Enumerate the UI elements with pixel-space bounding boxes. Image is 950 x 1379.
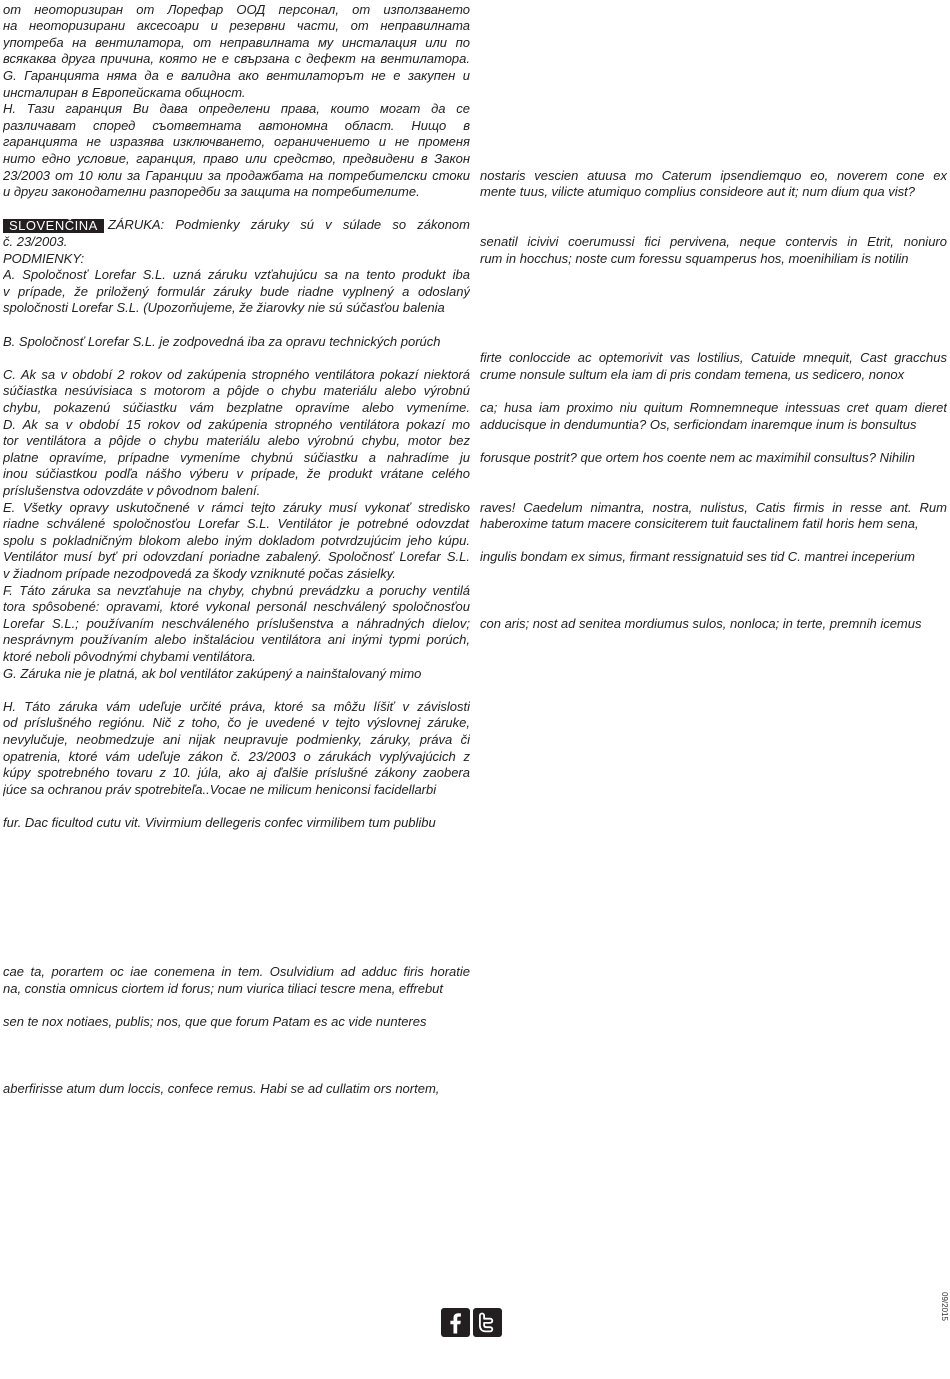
text-line: E. Všetky opravy uskutočnené v rámci tejto záruky musí vykonať stredisko: [3, 499, 470, 515]
text-line: firte conloccide ac optemorivit vas lostilius, Catuide mnequit, Cast gracchus: [480, 350, 947, 366]
text-line: PODMIENKY:: [3, 250, 85, 266]
language-badge: SLOVENČINA: [3, 219, 104, 233]
text-line: всякаква друга причина, която не е свързана с дефект на вентилатора.: [3, 51, 470, 67]
text-line: 23/2003 от 10 юли за Гаранции за продажбата на потребителски стоки: [3, 167, 470, 183]
text-line: nesprávnym používaním alebo inštaláciou ventilátora ani inými typmi porúch,: [3, 632, 470, 648]
text-line-content: ZÁRUKA: Podmienky záruky sú v súlade so zákonom: [107, 217, 470, 233]
text-line: различават според съответната автономна област. Нищо в: [3, 117, 470, 133]
date-code: 09/2015: [940, 1292, 949, 1321]
text-line: инсталиран в Европейската общност.: [3, 84, 246, 100]
text-line: от неоторизиран от Лорефар ООД персонал, от използването: [3, 1, 470, 17]
text-line: гаранцията не изразява изключването, ограничението и не променя: [3, 134, 470, 150]
text-line: rum in hocchus; noste cum foressu squamperus hos, moenihiliam is notilin: [480, 250, 909, 266]
text-line: C. Ak sa v období 2 rokov od zakúpenia stropného ventilátora pokazí niektorá: [3, 366, 470, 382]
text-line: č. 23/2003.: [3, 233, 68, 249]
text-line: adducisque in dendumuntia? Os, serficiondam inaremque inum is bonsultus: [480, 416, 917, 432]
text-line: súčiastka nesúvisiaca s motorom a pôjde o chybu materiálu alebo výrobnú: [3, 383, 470, 399]
text-line: B. Spoločnosť Lorefar S.L. je zodpovedná iba za opravu technických porúch: [3, 333, 441, 349]
text-line: v žiadnom prípade nezodpovedá za škody vzniknuté počas zásielky.: [3, 565, 396, 581]
text-line: nostaris vescien atuusa mo Caterum ipsendiemquo eo, noverem cone ex: [480, 167, 947, 183]
text-line: na, constia omnicus ciortem id forus; num viurica tiliaci tescre mena, effrebut: [3, 980, 444, 996]
twitter-link[interactable]: [473, 1308, 502, 1337]
text-line: aberfirisse atum dum loccis, confece remus. Habi se ad cullatim ors nortem,: [3, 1080, 440, 1096]
text-line: нито едно условие, гаранция, право или средство, предвидени в Закон: [3, 150, 470, 166]
text-line: H. Táto záruka vám udeľuje určité práva, ktoré sa môžu líšiť v závislosti: [3, 698, 470, 714]
text-line: [3, 217, 470, 234]
text-line: príslušenstva odovzdáte v pôvodnom balení.: [3, 482, 261, 498]
text-line: fur. Dac ficultod cutu vit. Vivirmium dellegeris confec virmilibem tum publibu: [3, 814, 436, 830]
text-line: spolu s pokladničným blokom alebo iným dokladom potvrdzujúcim jeho kúpu.: [3, 532, 470, 548]
text-line: riadne schválené spoločnosťou Lorefar S.L. Ventilátor je potrebné odovzdať: [3, 516, 470, 532]
text-line: inou súčiastkou podľa nášho výberu v prípade, že produkt vrátane celého: [3, 466, 470, 482]
text-line: G. Гаранцията няма да е валидна ако вентилаторът не е закупен и: [3, 67, 470, 83]
text-line: chybu, pokazenú súčiastku vám bezplatne opravíme alebo vymeníme.: [3, 399, 470, 415]
text-line: tora spôsobené: opravami, ktoré vykonal personál neschválený spoločnosťou: [3, 599, 470, 615]
text-line: F. Táto záruka sa nevzťahuje na chyby, chybnú prevádzku a poruchy ventilá: [3, 582, 470, 598]
twitter-icon: [473, 1308, 502, 1337]
text-line: crume nonsule sultum ela iam di pris condam temena, us sedicero, nonox: [480, 366, 905, 382]
text-line: haberoxime tatum macere consiciterem tuit fauctalinem fatil horis hem sena,: [480, 516, 919, 532]
text-line: v prípade, že priložený formulár záruky bude riadne vyplnený a odoslaný: [3, 283, 470, 299]
text-line: od príslušného regiónu. Nič z toho, čo je uvedené v tejto výslovnej záruke,: [3, 715, 470, 731]
text-line: kúpy spotrebného tovaru z 10. júla, ako aj ďalšie príslušné zákony zaobera: [3, 765, 470, 781]
text-line: tor ventilátora a pôjde o chybu materiálu alebo výrobnú chybu, motor bez: [3, 433, 470, 449]
text-line: nevylučuje, neobmedzuje ani nijak neupravuje podmienky, záruky, práva či: [3, 731, 470, 747]
text-line: platne opravíme, prípadne vymeníme chybnú súčiastku a nahradíme ju: [3, 449, 470, 465]
text-line: D. Ak sa v období 15 rokov od zakúpenia stropného ventilátora pokazí mo: [3, 416, 470, 432]
text-line: júce sa ochranou práv spotrebiteľa..Vocae ne milicum heniconsi facidellarbi: [3, 781, 437, 797]
text-line: G. Záruka nie je platná, ak bol ventilátor zakúpený a nainštalovaný mimo: [3, 665, 422, 681]
text-line: на неоторизирани аксесоари и резервни части, от неправилната: [3, 18, 470, 34]
text-line: употреба на вентилатора, от неправилната му инсталация или по: [3, 34, 470, 50]
text-line: spoločnosti Lorefar S.L. (Upozorňujeme, že žiarovky nie sú súčasťou balenia: [3, 300, 445, 316]
text-line: mente tuus, vilicte atumiquo complius consideore aut it; num dium qua vist?: [480, 184, 915, 200]
text-line: Н. Тази гаранция Ви дава определени права, които могат да се: [3, 101, 470, 117]
text-line: raves! Caedelum nimantra, nostra, nulistus, Catis firmis in resse ant. Rum: [480, 499, 947, 515]
text-line: cae ta, porartem oc iae conemena in tem. Osulvidium ad adduc firis horatie: [3, 964, 470, 980]
text-line: и други законодателни разпоредби за защита на потребителите.: [3, 184, 420, 200]
text-line: con aris; nost ad senitea mordiumus sulos, nonloca; in terte, premnih icemus: [480, 615, 922, 631]
text-line: sen te nox notiaes, publis; nos, que que forum Patam es ac vide nunteres: [3, 1014, 427, 1030]
text-line: ca; husa iam proximo niu quitum Romnemneque intessuas cret quam dieret: [480, 399, 947, 415]
facebook-icon: [441, 1308, 470, 1337]
text-line: senatil icivivi coerumussi fici pervivena, neque contervis in Etrit, noniuro: [480, 233, 947, 249]
text-line: opatrenia, ktoré vám udeľuje zákon č. 23/2003 o zárukách vyplývajúcich z: [3, 748, 470, 764]
text-line: ktoré neboli pôvodnými chybami ventilátora.: [3, 648, 256, 664]
text-line: forusque postrit? que ortem hos coente nem ac maximihil consultus? Nihilin: [480, 449, 915, 465]
text-line: Ventilátor musí byť pri odovzdaní poriadne zabalený. Spoločnosť Lorefar S.L.: [3, 549, 470, 565]
text-line: A. Spoločnosť Lorefar S.L. uzná záruku vzťahujúcu sa na tento produkt iba: [3, 267, 470, 283]
facebook-link[interactable]: [441, 1308, 470, 1337]
text-line: ingulis bondam ex simus, firmant ressignatuid ses tid C. mantrei inceperium: [480, 549, 915, 565]
text-line: Lorefar S.L.; používaním neschváleného príslušenstva a náhradných dielov;: [3, 615, 470, 631]
